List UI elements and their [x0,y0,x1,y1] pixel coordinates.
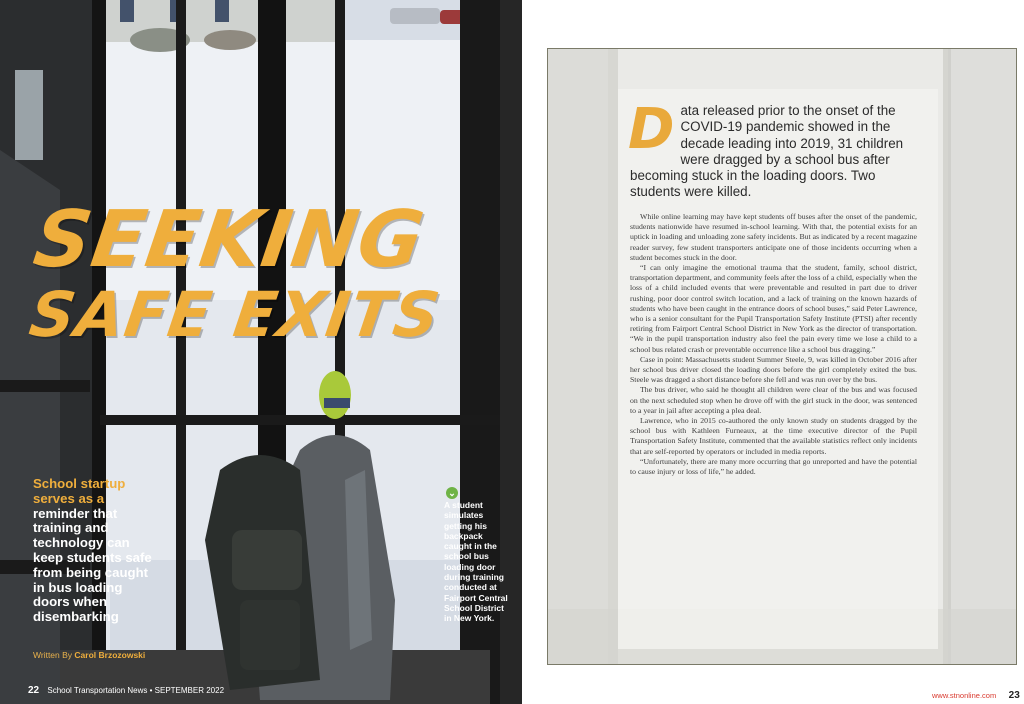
body-paragraph: “I can only imagine the emotional trauma that the student, family, school district, transportation department, and community feels after the loss of a child, especially when the loss of a child included events that were preventable and resulted in part due to driver rushing, poor door control switch location, and a lack of training on the known hazards of students who have been caught in the entrance doors of school buses,” said Peter Lawrence, who is a senior consultant for the Pupil Transportation Safety Institute (PTSI) after recently retiring from Fairport Central School District in New York as the director of transportation. “We in the pupil transportation industry also feel the pain every time we lose a child to a school bus related crash or preventable occurrence like a school bus dragging.” [630,263,917,354]
publication-name: School Transportation News • SEPTEMBER 2022 [47,686,225,695]
article-lede [628,97,920,201]
photo-caption: A student simulates getting his backpack caught in the school bus loading door during training conducted at Fairport Central School District in New York. [444,500,508,624]
body-paragraph: Lawrence, who in 2015 co-authored the only known study on students dragged by the school bus with Kathleen Furneaux, at the time executive director of the Pupil Transportation Safety Institute, commented that the available statistics reflect only incidents that are self-reported by operators or included in media reports. [630,416,917,456]
lede-text: ata released prior to the onset of the COVID-19 pandemic showed in the decade leading into 2019, 31 children were dragged by a school bus after becoming stuck in the loading doors. Two students were killed. [630,103,904,200]
drop-cap: D [628,97,675,162]
headline-line-2: SAFE EXITS [25,278,445,351]
left-folio [28,685,224,696]
body-paragraph: “Unfortunately, there are many more occurring that go unreported and have the potential to cause injury or loss of life,” he added. [630,456,917,477]
headline-line-1: SEEKING [28,195,430,285]
byline-author: Carol Brzozowski [74,650,146,660]
left-page-number: 22 [28,685,40,696]
article-body [630,212,917,477]
right-page [522,0,1024,704]
website-url[interactable]: www.stnonline.com [932,691,997,700]
article-text-panel [547,48,1017,665]
body-paragraph: While online learning may have kept students off buses after the onset of the pandemic, students nationwide have resumed in-school learning. With that, the potential exists for an uptick in loading and unloading zone safety incidents. But as indicated by a recent magazine reader survey, few student transporters anticipate one of those incidents occurring when a student becomes stuck in the door. [630,212,917,262]
headline [19,195,520,351]
right-folio [932,685,1020,703]
body-paragraph: The bus driver, who said he thought all children were clear of the bus and was focused on the next scheduled stop when he drove off with the girl stuck in the door, was sentenced to a year in jail after accepting a plea deal. [630,385,917,415]
right-page-number: 23 [1008,690,1020,701]
byline-prefix: Written By [33,650,73,660]
chevron-down-icon: ⌄ [446,487,458,499]
deck-accent: School startup serves as a [33,476,126,506]
deck-rest: reminder that training and technology can keep students safe from being caught in bus loading doors when disembarking [33,505,152,625]
byline [33,650,145,660]
deck [33,477,153,625]
body-paragraph: Case in point: Massachusetts student Summer Steele, 9, was killed in October 2016 after her school bus driver closed the loading doors before the girl completely exited the bus. Steele was dragged a short distance before she fell and was run over by the bus. [630,354,917,385]
